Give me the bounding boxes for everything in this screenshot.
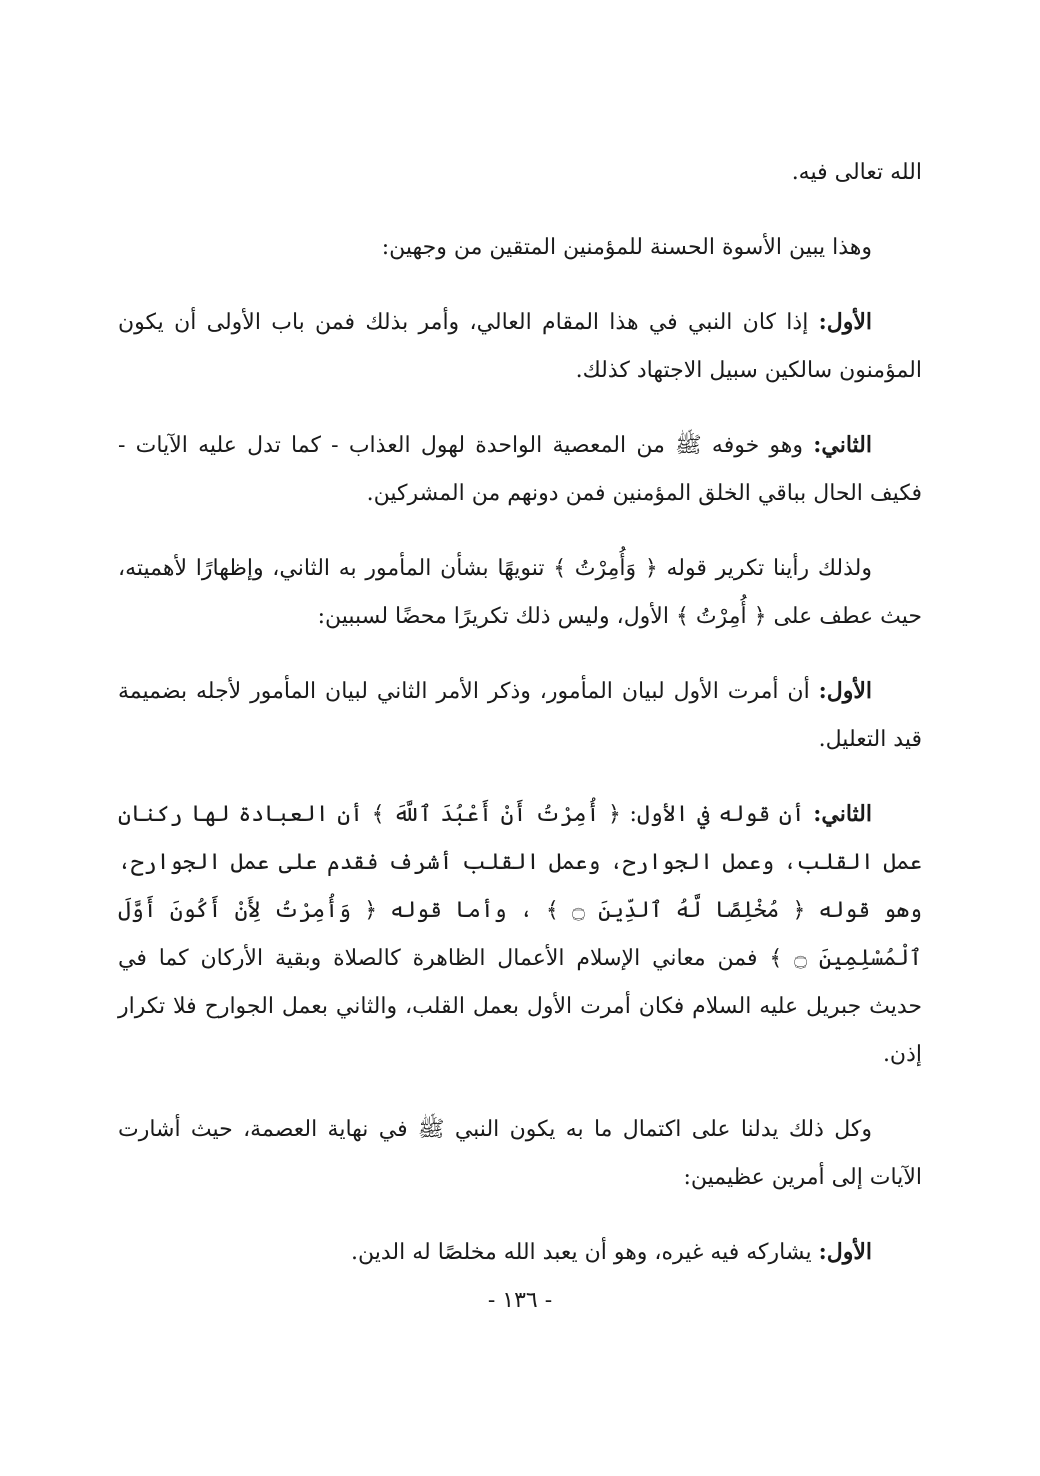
paragraph-2-text: وهذا يبين الأسوة الحسنة للمؤمنين المتقين من وجهين: — [381, 235, 872, 260]
paragraph-3 — [118, 298, 922, 395]
paragraph-3-lead: الأول: — [818, 309, 872, 335]
paragraph-7-lead: الثاني: — [813, 801, 872, 827]
paragraph-6 — [118, 667, 922, 764]
paragraph-2 — [118, 223, 922, 272]
paragraph-1 — [118, 148, 922, 197]
paragraph-9-lead: الأول: — [818, 1239, 872, 1265]
paragraph-9-text: يشاركه فيه غيره، وهو أن يعبد الله مخلصًا له الدين. — [351, 1240, 819, 1265]
paragraph-6-text: أن أمرت الأول لبيان المأمور، وذكر الأمر الثاني لبيان المأمور لأجله بضميمة قيد التعليل. — [118, 679, 922, 752]
document-body — [118, 148, 922, 1303]
paragraph-5 — [118, 544, 922, 641]
paragraph-8-text: وكل ذلك يدلنا على اكتمال ما به يكون النبي ﷺ في نهاية العصمة، حيث أشارت الآيات إلى أمرين عظيمين: — [118, 1117, 922, 1190]
paragraph-4-lead: الثاني: — [813, 432, 872, 458]
paragraph-8 — [118, 1105, 922, 1202]
paragraph-7 — [118, 790, 922, 1079]
page-number: - ١٣٦ - — [487, 1288, 553, 1313]
paragraph-6-lead: الأول: — [818, 678, 872, 704]
paragraph-9 — [118, 1228, 922, 1277]
paragraph-7-text: أن قوله في الأول: ﴿ أُمِرْتُ أَنْ أَعْبُدَ ٱللَّهَ ﴾ أن العبادة لها ركنان عمل القلب، وعمل الجوارح، وعمل القلب أشرف فقدم على عمل الجوارح، وهو قوله ﴿ مُخْلِصًا لَّهُ ٱلدِّينَ ۝ ﴾ ، وأما قوله ﴿ وَأُمِرْتُ لِأَنْ أَكُونَ أَوَّلَ ٱلْمُسْلِمِينَ ۝ ﴾ فمن معاني الإسلام الأعمال الظاهرة كالصلاة وبقية الأركان كما في حديث جبريل عليه السلام فكان أمرت الأول بعمل القلب، والثاني بعمل الجوارح فلا تكرار إذن. — [118, 802, 922, 1067]
paragraph-1-text: الله تعالى فيه. — [791, 160, 922, 185]
paragraph-5-text: ولذلك رأينا تكرير قوله ﴿ وَأُمِرْتُ ﴾ تنويهًا بشأن المأمور به الثاني، وإظهارًا لأهميته، حيث عطف على ﴿ أُمِرْتُ ﴾ الأول، وليس ذلك تكريرًا محضًا لسببين: — [118, 556, 922, 629]
paragraph-4 — [118, 421, 922, 518]
paragraph-4-text: وهو خوفه ﷺ من المعصية الواحدة لهول العذاب - كما تدل عليه الآيات - فكيف الحال بباقي الخلق المؤمنين فمن دونهم من المشركين. — [118, 433, 922, 506]
paragraph-3-text: إذا كان النبي في هذا المقام العالي، وأمر بذلك فمن باب الأولى أن يكون المؤمنون سالكين سبيل الاجتهاد كذلك. — [118, 310, 922, 383]
